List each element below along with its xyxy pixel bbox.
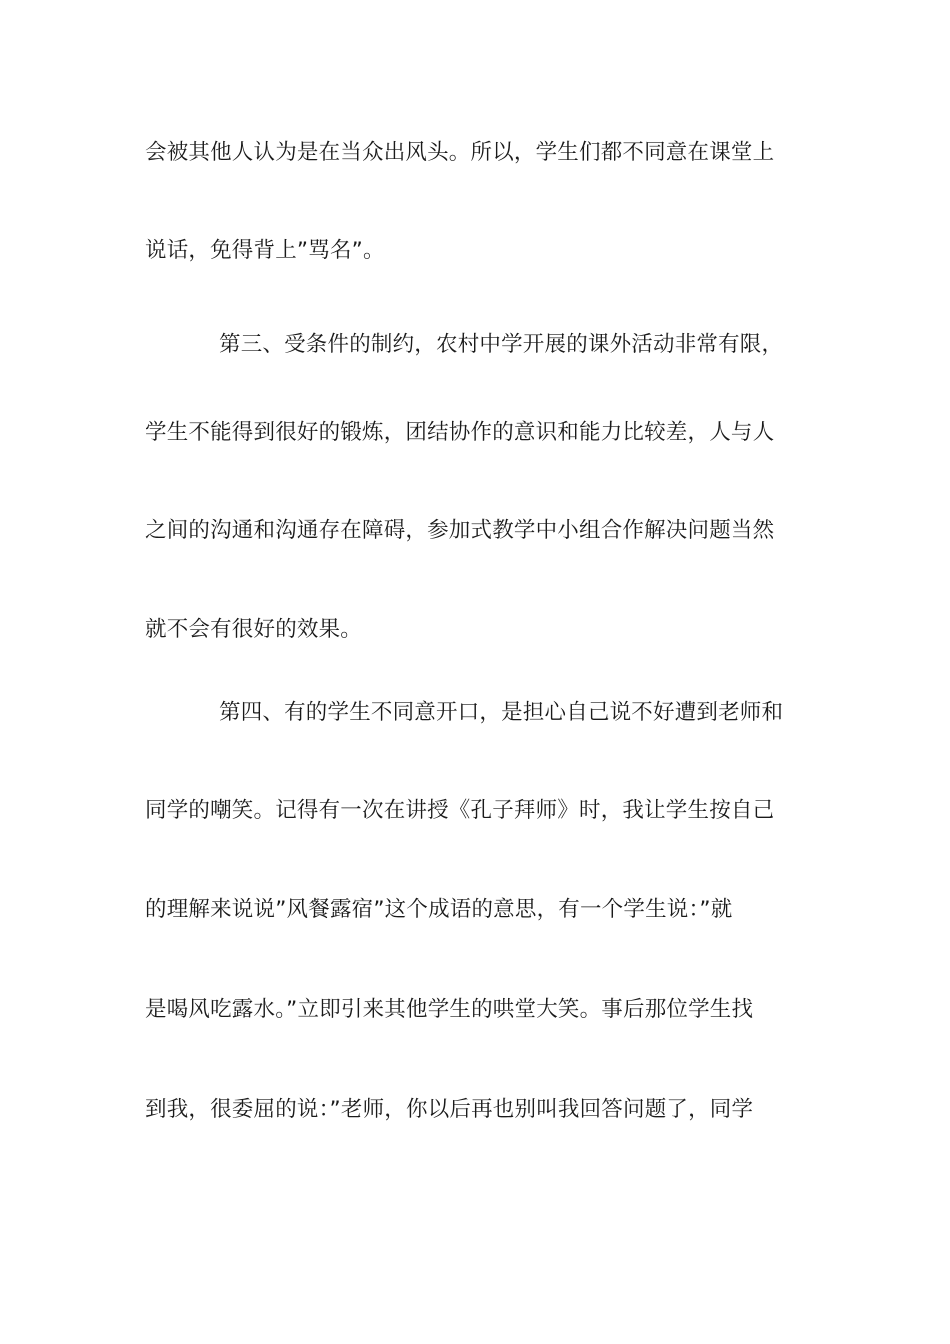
paragraph-start-line: 第四、有的学生不同意开口，是担心自己说不好遭到老师和 xyxy=(219,700,784,725)
text-line: 到我，很委屈的说：”老师，你以后再也别叫我回答问题了，同学 xyxy=(145,1097,754,1122)
paragraph-start-line: 第三、受条件的制约，农村中学开展的课外活动非常有限， xyxy=(219,332,784,357)
text-line: 的理解来说说”风餐露宿”这个成语的意思，有一个学生说：”就 xyxy=(145,897,733,922)
text-line: 会被其他人认为是在当众出风头。所以，学生们都不同意在课堂上 xyxy=(145,140,775,165)
text-line: 说话，免得背上”骂名”。 xyxy=(145,238,385,263)
text-line: 就不会有很好的效果。 xyxy=(145,617,363,642)
text-line: 学生不能得到很好的锻炼，团结协作的意识和能力比较差，人与人 xyxy=(145,420,775,445)
text-line: 之间的沟通和沟通存在障碍，参加式教学中小组合作解决问题当然 xyxy=(145,518,775,543)
text-line: 是喝风吃露水。”立即引来其他学生的哄堂大笑。事后那位学生找 xyxy=(145,997,754,1022)
text-line: 同学的嘲笑。记得有一次在讲授《孔子拜师》时，我让学生按自己 xyxy=(145,798,775,823)
